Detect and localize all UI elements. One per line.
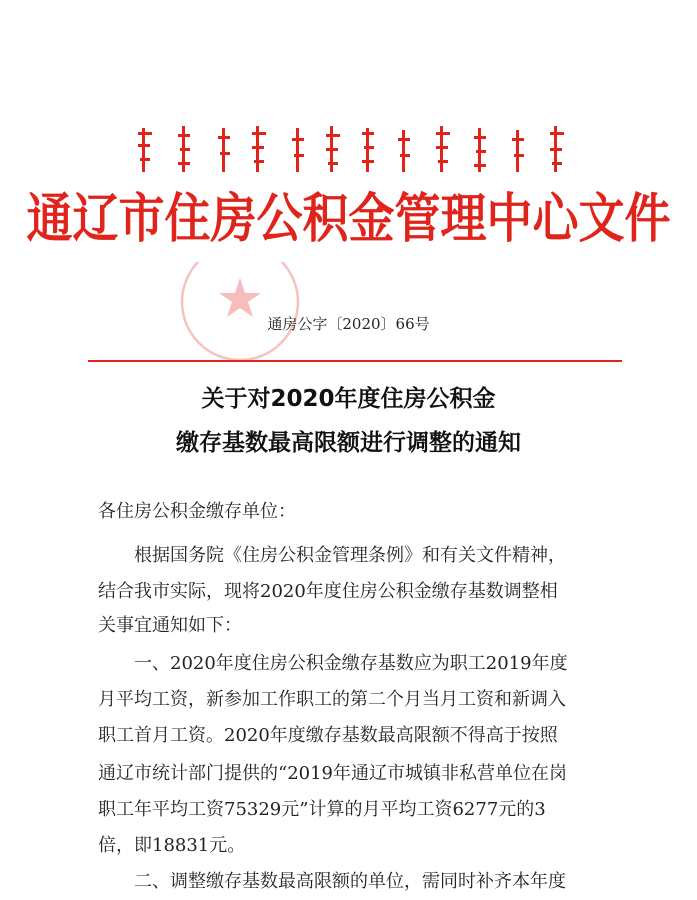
notice-title-line-2: 缴存基数最高限额进行调整的通知 — [176, 430, 521, 456]
body-line: 职工首月工资。2020年度缴存基数最高限额不得高于按照 — [98, 725, 558, 746]
body-line: 关事宜通知如下： — [98, 615, 242, 636]
body-line: 一、2020年度住房公积金缴存基数应为职工2019年度 — [134, 653, 568, 674]
body-line: 职工年平均工资75329元”计算的月平均工资6277元的3 — [98, 799, 546, 820]
body-line: 倍，即18831元。 — [98, 835, 246, 856]
document-number: 通房公字〔2020〕66号 — [267, 315, 430, 333]
agency-title: 通辽市住房公积金管理中心文件 — [26, 186, 671, 250]
body-line: 二、调整缴存基数最高限额的单位，需同时补齐本年度 — [134, 871, 566, 892]
mongolian-script-header — [134, 118, 574, 178]
body-line: 通辽市统计部门提供的“2019年通辽市城镇非私营单位在岗 — [98, 763, 568, 784]
body-line: 根据国务院《住房公积金管理条例》和有关文件精神， — [134, 545, 566, 566]
notice-title-line-1: 关于对2020年度住房公积金 — [201, 386, 496, 412]
salutation: 各住房公积金缴存单位： — [98, 501, 296, 522]
body-line: 结合我市实际，现将2020年度住房公积金缴存基数调整相 — [98, 581, 558, 602]
red-divider-line — [88, 360, 622, 362]
body-line: 月平均工资，新参加工作职工的第二个月当月工资和新调入 — [98, 689, 566, 710]
